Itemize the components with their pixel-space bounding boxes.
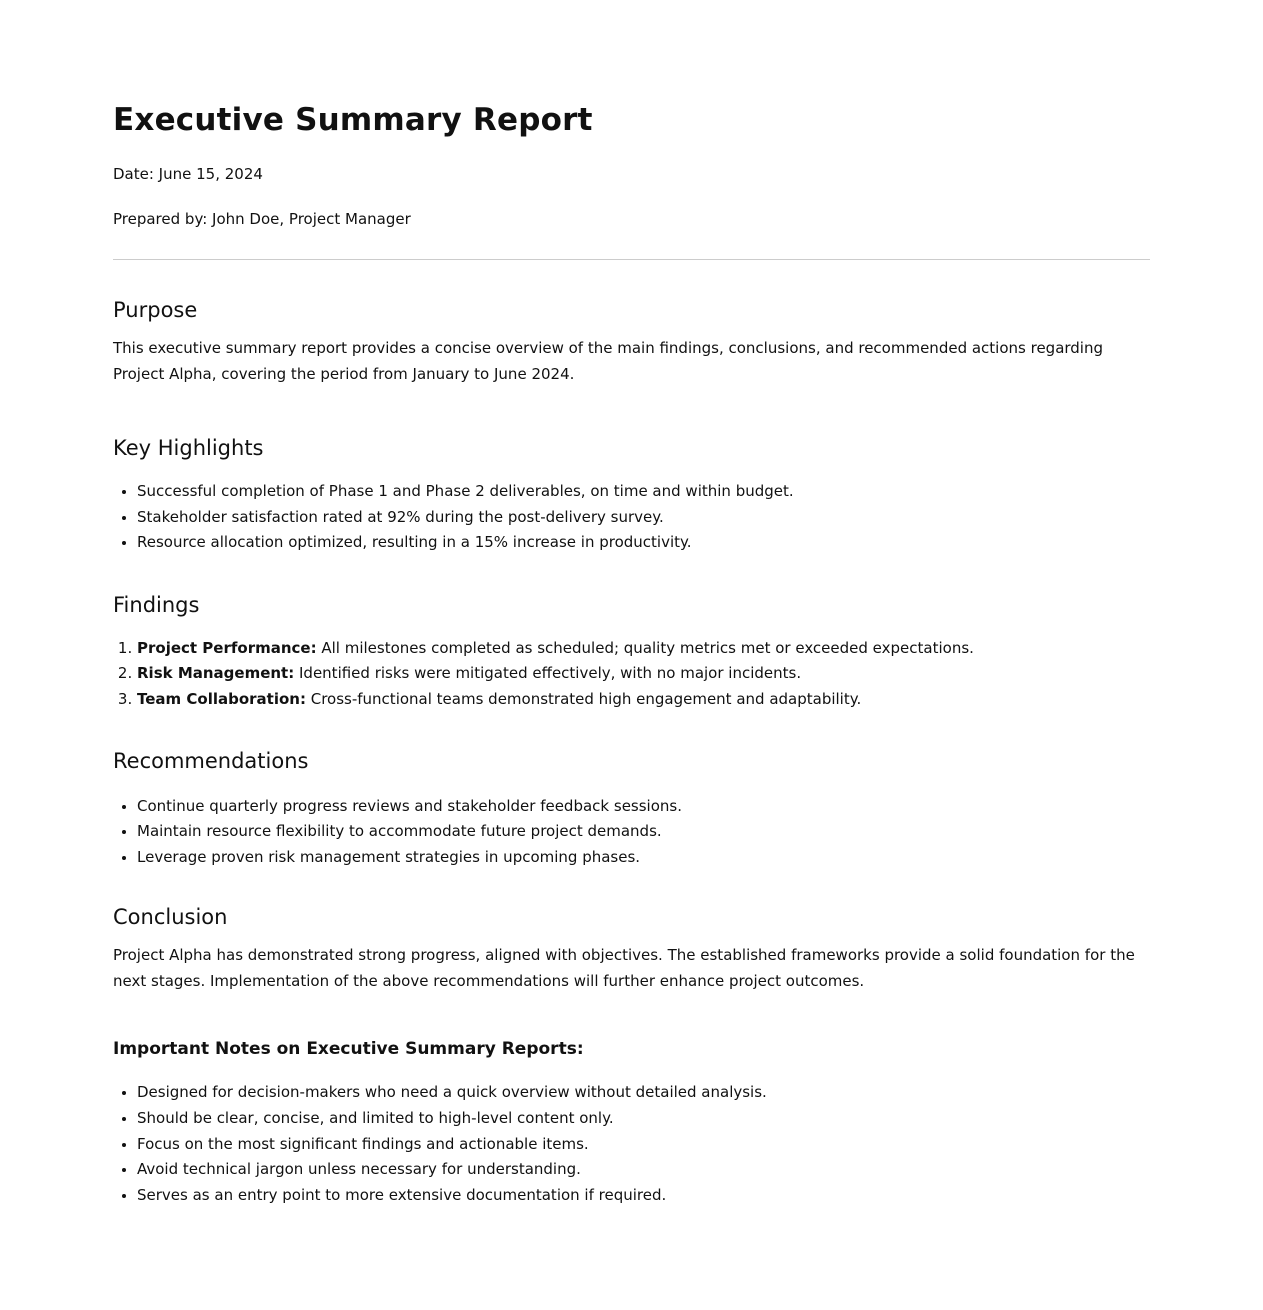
list-item: • Avoid technical jargon unless necessary for understanding. bbox=[137, 1157, 1149, 1183]
list-item: • Continue quarterly progress reviews and stakeholder feedback sessions. bbox=[137, 794, 1149, 820]
finding-label: Team Collaboration: bbox=[137, 689, 306, 708]
findings-list bbox=[113, 636, 1149, 713]
list-item: • Should be clear, concise, and limited to high-level content only. bbox=[137, 1106, 1149, 1132]
list-item: • Leverage proven risk management strategies in upcoming phases. bbox=[137, 845, 1149, 871]
purpose-heading: Purpose bbox=[113, 298, 198, 322]
finding-text: All milestones completed as scheduled; quality metrics met or exceeded expectations. bbox=[316, 638, 974, 657]
notes-heading: Important Notes on Executive Summary Reports: bbox=[113, 1039, 584, 1060]
list-item: • Focus on the most significant findings and actionable items. bbox=[137, 1132, 1149, 1158]
conclusion-section bbox=[113, 903, 1149, 994]
recommendations-section bbox=[113, 747, 1149, 871]
list-item: • Serves as an entry point to more extensive documentation if required. bbox=[137, 1183, 1149, 1209]
notes-list bbox=[113, 1080, 1149, 1208]
list-item bbox=[137, 661, 1149, 687]
findings-heading: Findings bbox=[113, 592, 200, 617]
prepared-by: Prepared by: John Doe, Project Manager bbox=[113, 210, 411, 228]
purpose-section bbox=[113, 296, 1149, 387]
finding-label: Project Performance: bbox=[137, 638, 317, 657]
report-date: Date: June 15, 2024 bbox=[113, 165, 263, 183]
list-item: • Successful completion of Phase 1 and Phase 2 deliverables, on time and within budget. bbox=[137, 479, 1149, 505]
list-item: • Maintain resource flexibility to accommodate future project demands. bbox=[137, 819, 1149, 845]
conclusion-heading: Conclusion bbox=[113, 905, 228, 930]
list-item: • Stakeholder satisfaction rated at 92% during the post-delivery survey. bbox=[137, 505, 1149, 531]
divider bbox=[113, 259, 1150, 260]
list-item bbox=[137, 636, 1149, 662]
findings-section bbox=[113, 591, 1149, 713]
recommendations-heading: Recommendations bbox=[113, 748, 309, 773]
highlights-heading: Key Highlights bbox=[113, 436, 264, 460]
notes-section bbox=[113, 1037, 1149, 1208]
finding-label: Risk Management: bbox=[137, 664, 295, 683]
conclusion-text: Project Alpha has demonstrated strong progress, aligned with objectives. The established frameworks provide a solid foundation for the next stages. Implementation of the above recommendations will further enhance project outcomes. bbox=[113, 946, 1135, 991]
page-title: Executive Summary Report bbox=[113, 102, 593, 138]
list-item bbox=[137, 687, 1149, 713]
report-document bbox=[113, 0, 1149, 1208]
list-item: • Designed for decision-makers who need a quick overview without detailed analysis. bbox=[137, 1080, 1149, 1106]
purpose-text: This executive summary report provides a concise overview of the main findings, conclusions, and recommended actions regarding Project Alpha, covering the period from January to June 2024. bbox=[113, 339, 1104, 383]
highlights-section bbox=[113, 434, 1149, 556]
finding-text: Cross-functional teams demonstrated high engagement and adaptability. bbox=[305, 689, 862, 708]
list-item: • Resource allocation optimized, resulting in a 15% increase in productivity. bbox=[137, 530, 1149, 556]
finding-text: Identified risks were mitigated effectively, with no major incidents. bbox=[294, 664, 802, 683]
highlights-list bbox=[113, 479, 1149, 556]
recommendations-list bbox=[113, 794, 1149, 871]
